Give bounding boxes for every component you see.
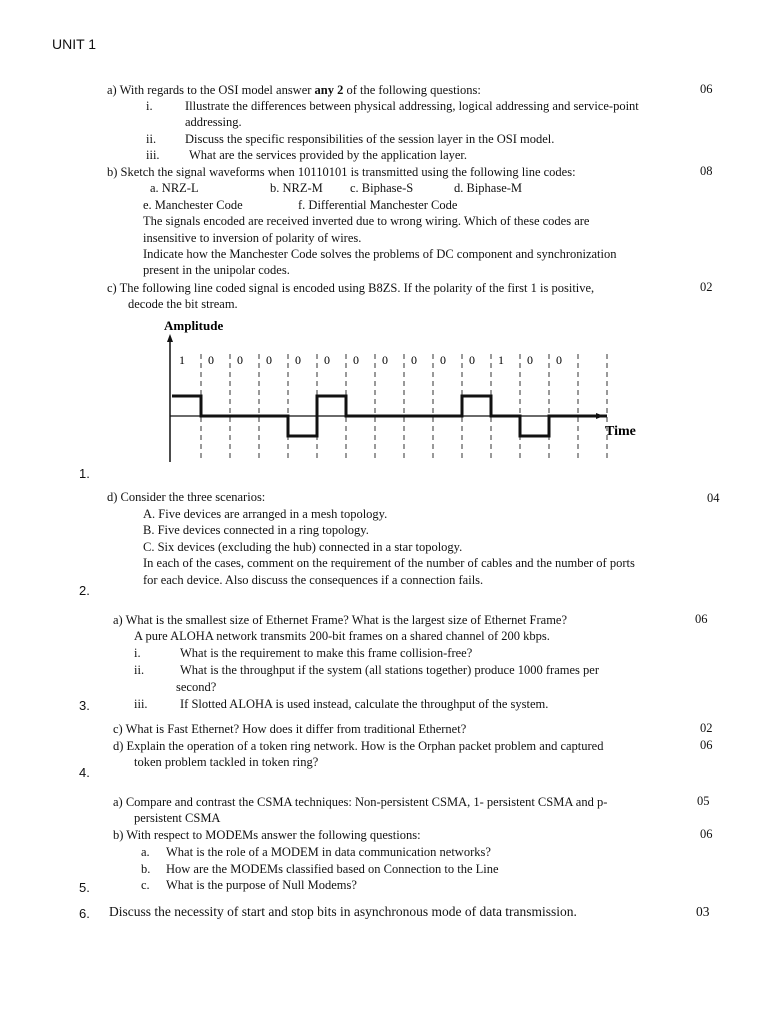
q1c-marks: 02 xyxy=(700,280,713,294)
question-number-4: 4. xyxy=(79,765,90,780)
q1a-item-num: iii. xyxy=(146,148,160,162)
bit-label: 0 xyxy=(382,353,388,367)
question-number-5: 5. xyxy=(79,880,90,895)
q5b-marks: 06 xyxy=(700,827,713,841)
q2d-marks: 04 xyxy=(707,491,720,505)
question-number-1: 1. xyxy=(79,466,90,481)
q3a-item-num: ii. xyxy=(134,663,145,677)
q5a-question-cont: persistent CSMA xyxy=(134,811,221,825)
bit-label: 0 xyxy=(295,353,301,367)
q1a-marks: 06 xyxy=(700,82,713,96)
q5b-item-num: b. xyxy=(141,862,151,876)
bit-label: 0 xyxy=(469,353,475,367)
bit-label: 0 xyxy=(266,353,272,367)
unit-title: UNIT 1 xyxy=(52,36,97,52)
line-code-option: e. Manchester Code xyxy=(143,198,243,212)
line-code-option: c. Biphase-S xyxy=(350,181,414,195)
bit-label: 0 xyxy=(440,353,446,367)
q2d-question: d) Consider the three scenarios: xyxy=(107,490,266,504)
q2d-text-line: C. Six devices (excluding the hub) connected in a star topology. xyxy=(143,540,463,554)
q2d-text-line: A. Five devices are arranged in a mesh topology. xyxy=(143,507,388,521)
q3a-text-line: A pure ALOHA network transmits 200-bit frames on a shared channel of 200 kbps. xyxy=(134,629,550,643)
q1c-question: c) The following line coded signal is encoded using B8ZS. If the polarity of the first 1 is positive, xyxy=(107,281,595,295)
q3a-item-text: What is the requirement to make this frame collision-free? xyxy=(180,646,473,660)
q5b-item-text: What is the role of a MODEM in data communication networks? xyxy=(166,845,491,859)
time-axis-label: Time xyxy=(605,424,636,439)
q1b-text-line: insensitive to inversion of polarity of wires. xyxy=(143,231,362,245)
q1b-text-line: present in the unipolar codes. xyxy=(143,263,290,277)
bit-label: 0 xyxy=(527,353,533,367)
q5a-question: a) Compare and contrast the CSMA techniques: Non-persistent CSMA, 1- persistent CSMA and p- xyxy=(113,795,608,809)
line-code-option: b. NRZ-M xyxy=(270,181,323,195)
line-code-option: a. NRZ-L xyxy=(150,181,199,195)
q3a-item-num: i. xyxy=(134,646,141,660)
q1a-question: a) With regards to the OSI model answer any 2 of the following questions: xyxy=(107,83,481,97)
bit-label: 0 xyxy=(556,353,562,367)
bit-label: 0 xyxy=(324,353,330,367)
q1c-question-cont: decode the bit stream. xyxy=(128,297,238,311)
q1b-marks: 08 xyxy=(700,164,713,178)
question-number-3: 3. xyxy=(79,698,90,713)
q5b-item-num: c. xyxy=(141,878,150,892)
q1a-item-num: ii. xyxy=(146,132,157,146)
q5b-item-text: What is the purpose of Null Modems? xyxy=(166,878,357,892)
q3a-item-num: iii. xyxy=(134,697,148,711)
q1b-text-line: The signals encoded are received inverted due to wrong wiring. Which of these codes are xyxy=(143,214,590,228)
q5b-question: b) With respect to MODEMs answer the following questions: xyxy=(113,828,421,842)
bit-label: 0 xyxy=(237,353,243,367)
q2d-text-line: for each device. Also discuss the consequences if a connection fails. xyxy=(143,573,484,587)
q4d-marks: 06 xyxy=(700,738,713,752)
q5a-marks: 05 xyxy=(697,794,710,808)
question-number-2: 2. xyxy=(79,583,90,598)
q6-question: Discuss the necessity of start and stop bits in asynchronous mode of data transmission. xyxy=(109,904,577,919)
question-number-6: 6. xyxy=(79,906,90,921)
bit-label: 0 xyxy=(411,353,417,367)
q3a-item-text: What is the throughput if the system (all stations together) produce 1000 frames per xyxy=(180,663,599,677)
q3a-item-text: If Slotted ALOHA is used instead, calculate the throughput of the system. xyxy=(180,697,549,711)
y-axis-arrow-icon xyxy=(167,334,173,342)
q1a-item-text: addressing. xyxy=(185,115,242,129)
bit-label: 1 xyxy=(179,353,185,367)
q3a-item-text: second? xyxy=(176,680,217,694)
q1b-text-line: Indicate how the Manchester Code solves the problems of DC component and synchronization xyxy=(143,247,617,261)
q1a-item-text: What are the services provided by the application layer. xyxy=(189,148,468,162)
q1a-item-text: Illustrate the differences between physical addressing, logical addressing and service-point xyxy=(185,99,639,113)
b8zs-waveform-diagram xyxy=(150,312,650,472)
line-code-option: f. Differential Manchester Code xyxy=(298,198,458,212)
q3a-question: a) What is the smallest size of Ethernet Frame? What is the largest size of Ethernet Frame? xyxy=(113,613,568,627)
q1a-item-text: Discuss the specific responsibilities of the session layer in the OSI model. xyxy=(185,132,555,146)
amplitude-axis-label: Amplitude xyxy=(164,318,224,333)
bit-label: 1 xyxy=(498,353,504,367)
q4c-marks: 02 xyxy=(700,721,713,735)
q4d-question-cont: token problem tackled in token ring? xyxy=(134,755,319,769)
q5b-item-text: How are the MODEMs classified based on Connection to the Line xyxy=(166,862,499,876)
line-code-option: d. Biphase-M xyxy=(454,181,523,195)
q4c-question: c) What is Fast Ethernet? How does it differ from traditional Ethernet? xyxy=(113,722,467,736)
q1a-item-num: i. xyxy=(146,99,153,113)
q2d-text-line: B. Five devices connected in a ring topology. xyxy=(143,523,369,537)
q6-marks: 03 xyxy=(696,904,710,919)
q3a-marks: 06 xyxy=(695,612,708,626)
q4d-question: d) Explain the operation of a token ring network. How is the Orphan packet problem and captured xyxy=(113,739,604,753)
bit-label: 0 xyxy=(208,353,214,367)
q1b-question: b) Sketch the signal waveforms when 10110101 is transmitted using the following line codes: xyxy=(107,165,576,179)
bit-label: 0 xyxy=(353,353,359,367)
q2d-text-line: In each of the cases, comment on the requirement of the number of cables and the number of ports xyxy=(143,556,635,570)
q5b-item-num: a. xyxy=(141,845,150,859)
